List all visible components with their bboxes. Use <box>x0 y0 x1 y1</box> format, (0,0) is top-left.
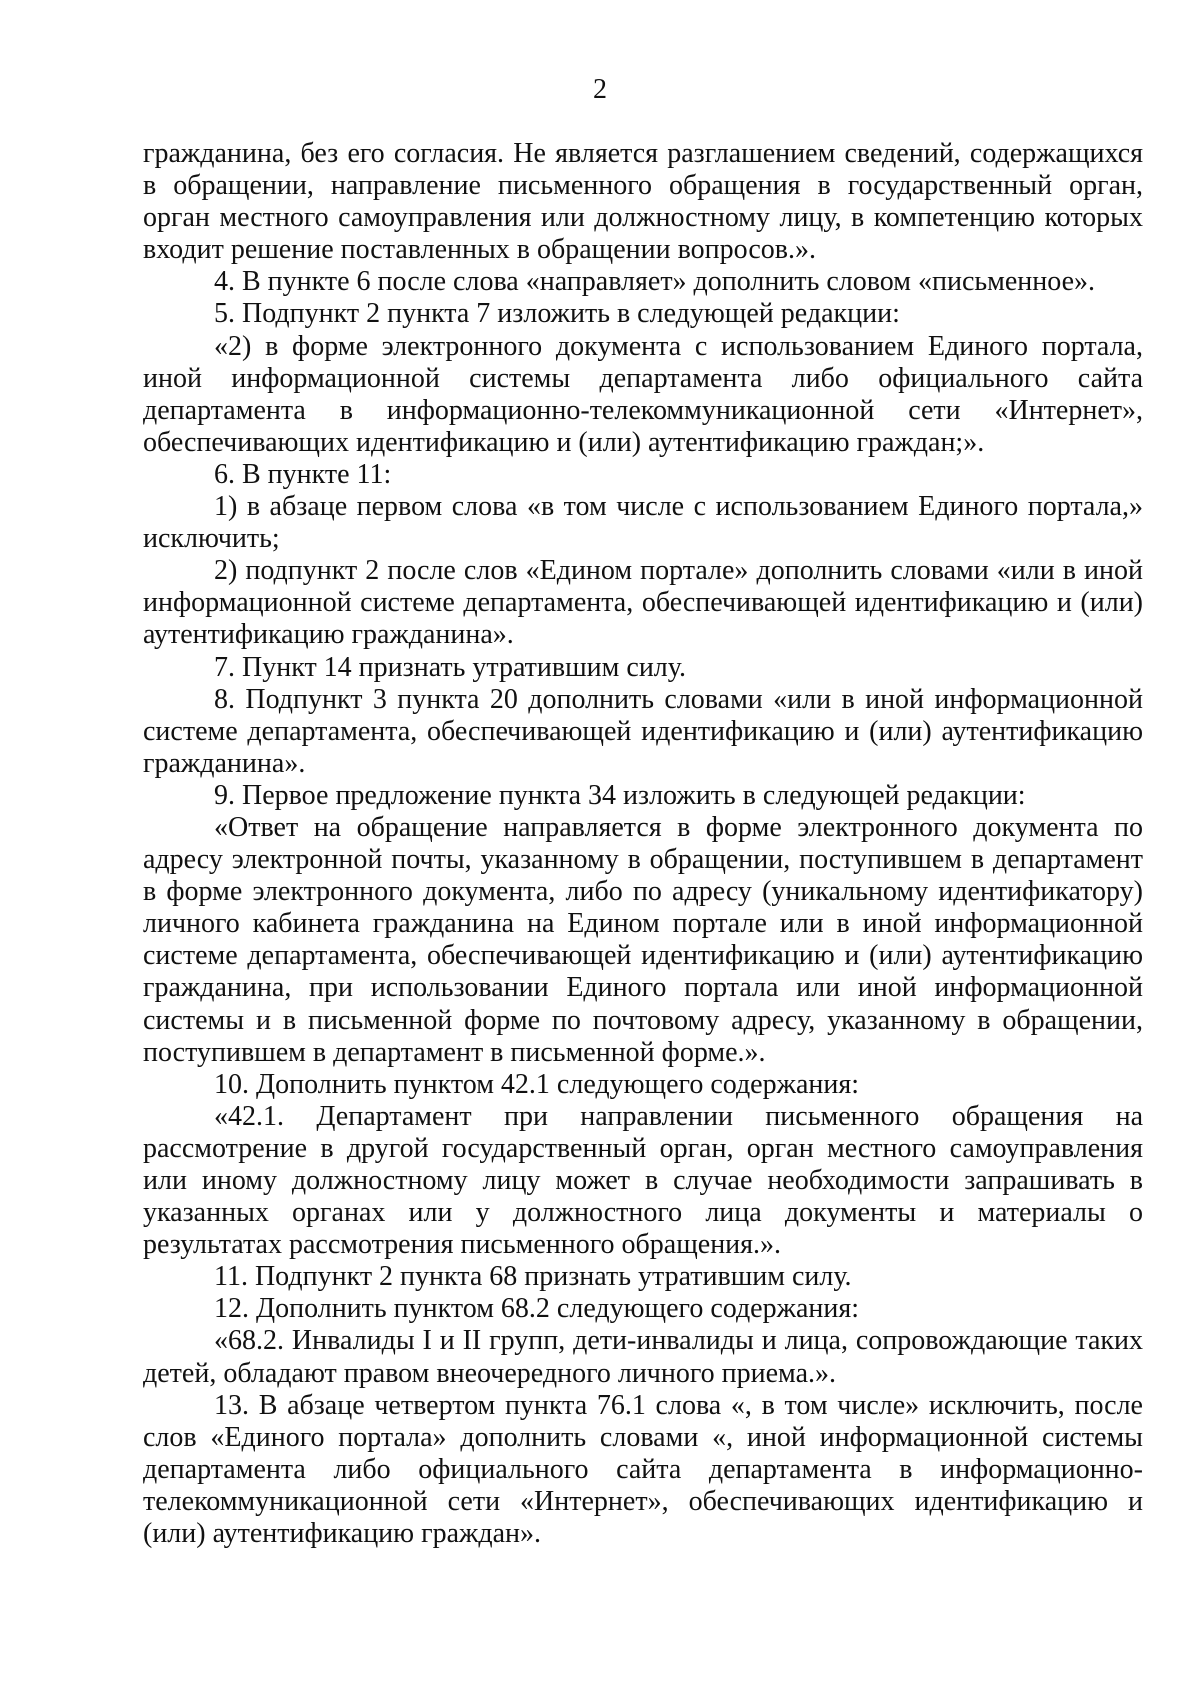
paragraph-item-9: 9. Первое предложение пункта 34 изложить в следующей редакции: <box>214 779 1026 811</box>
paragraph-item-12-quote: «68.2. Инвалиды I и II групп, дети-инвалиды и лица, сопровождающие таких детей, обладают правом внеочередного личного приема.». <box>143 1325 1143 1389</box>
paragraph-item-8: 8. Подпункт 3 пункта 20 дополнить словами «или в иной информационной системе департамента, обеспечивающей идентификацию и (или) аутентификацию гражданина». <box>143 683 1143 779</box>
paragraph-item-12: 12. Дополнить пунктом 68.2 следующего содержания: <box>214 1293 860 1325</box>
paragraph-item-5: 5. Подпункт 2 пункта 7 изложить в следующей редакции: <box>214 298 900 330</box>
paragraph-item-4: 4. В пункте 6 после слова «направляет» дополнить словом «письменное». <box>214 266 1096 298</box>
paragraph-item-7: 7. Пункт 14 признать утратившим силу. <box>214 651 686 683</box>
paragraph-item-6-sub-2: 2) подпункт 2 после слов «Едином портале» дополнить словами «или в иной информационной системе департамента, обеспечивающей идентификацию и (или) аутентификацию гражданина». <box>143 555 1143 651</box>
paragraph-item-11: 11. Подпункт 2 пункта 68 признать утратившим силу. <box>214 1261 852 1293</box>
paragraph-continuation: гражданина, без его согласия. Не является разглашением сведений, содержащихся в обращении, направление письменного обращения в государственный орган, орган местного самоуправления или должностному лицу, в компетенцию которых входит решение поставленных в обращении вопросов.». <box>143 138 1143 266</box>
page-number: 2 <box>593 74 607 105</box>
paragraph-item-6: 6. В пункте 11: <box>214 458 392 490</box>
paragraph-item-10-quote: «42.1. Департамент при направлении письменного обращения на рассмотрение в другой государственный орган, орган местного самоуправления или иному должностному лицу может в случае необходимости запрашивать в указанных органах или у должностного лица документы и материалы о результатах рассмотрения письменного обращения.». <box>143 1100 1143 1261</box>
paragraph-item-9-quote: «Ответ на обращение направляется в форме электронного документа по адресу электронной почты, указанному в обращении, поступившем в департамент в форме электронного документа, либо по адресу (уникальному идентификатору) личного кабинета гражданина на Едином портале или в иной информационной системе департамента, обеспечивающей идентификацию и (или) аутентификацию гражданина, при использовании Единого портала или иной информационной системы и в письменной форме по почтовому адресу, указанному в обращении, поступившем в департамент в письменной форме.». <box>143 811 1143 1068</box>
paragraph-item-10: 10. Дополнить пунктом 42.1 следующего содержания: <box>214 1068 860 1100</box>
paragraph-item-5-quote: «2) в форме электронного документа с использованием Единого портала, иной информационной системы департамента либо официального сайта департамента в информационно-телекоммуникационной сети «Интернет», обеспечивающих идентификацию и (или) аутентификацию граждан;». <box>143 330 1143 458</box>
document-body <box>143 138 1143 1550</box>
paragraph-item-6-sub-1: 1) в абзаце первом слова «в том числе с использованием Единого портала,» исключить; <box>143 491 1143 555</box>
paragraph-item-13: 13. В абзаце четвертом пункта 76.1 слова «, в том числе» исключить, после слов «Единого портала» дополнить словами «, иной информационной системы департамента либо официального сайта департамента в информационно-телекоммуникационной сети «Интернет», обеспечивающих идентификацию и (или) аутентификацию граждан». <box>143 1389 1143 1550</box>
